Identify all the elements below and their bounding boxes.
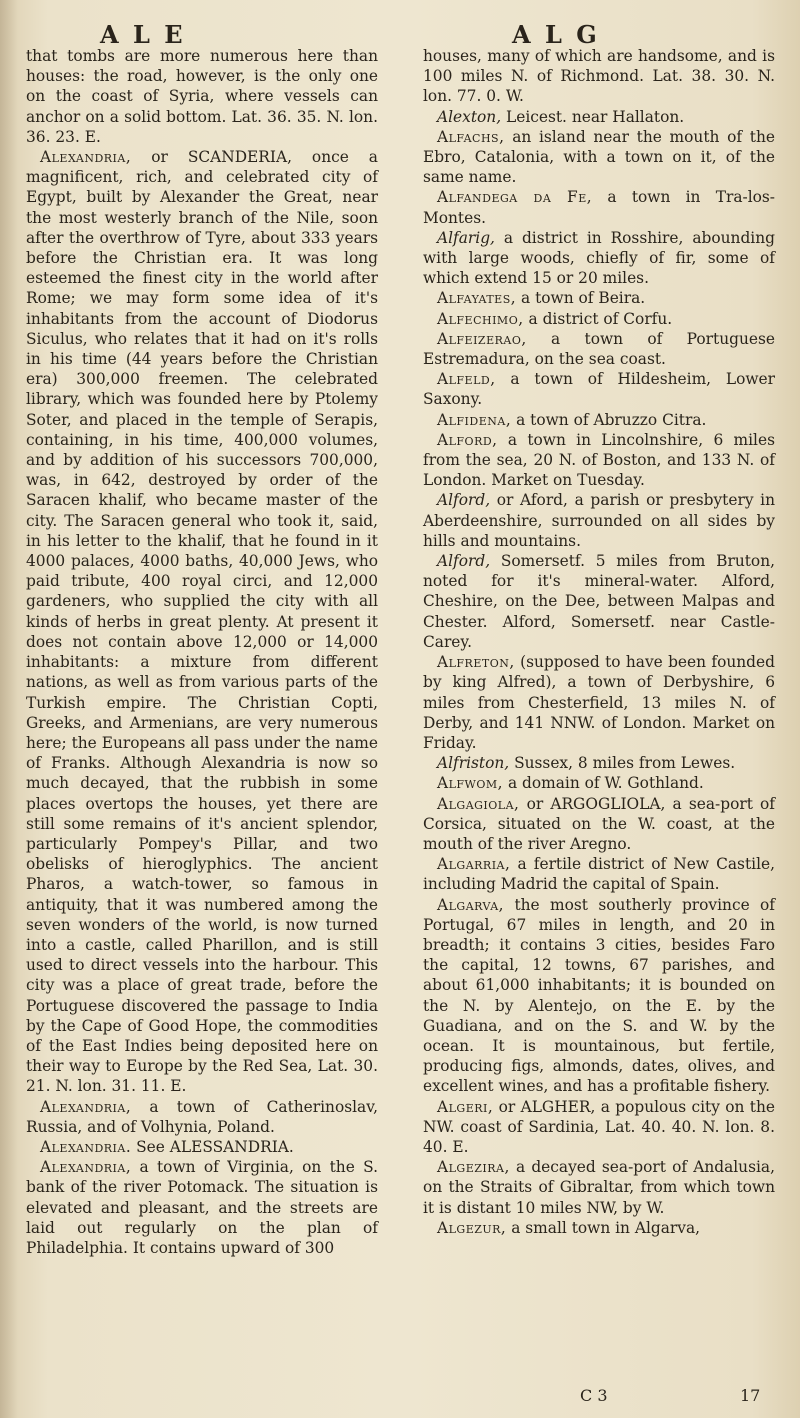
entry-headword: Alford, [437, 552, 491, 571]
right-column [423, 46, 775, 1238]
dictionary-entry [423, 430, 775, 491]
entry-text: a town of Catherinoslav, Russia, and of Volhynia, Poland. [26, 1097, 378, 1136]
entry-text: or ARGOGLIOLA, a sea-port of Corsica, situated on the W. coast, at the mouth of the river Aregno. [423, 794, 775, 853]
entry-text: a district of Corfu. [523, 309, 673, 328]
entry-text: houses, many of which are handsome, and is 100 miles N. of Richmond. Lat. 38. 30. N. lon. 77. 0. W. [423, 47, 775, 106]
dictionary-entry [423, 228, 775, 289]
entry-headword: Alfwom, [437, 774, 504, 793]
dictionary-entry [423, 1097, 775, 1158]
dictionary-entry [423, 895, 775, 1097]
dictionary-entry [423, 369, 775, 409]
entry-headword: Algeri, [437, 1097, 494, 1116]
entry-headword: Alexandria, [40, 148, 132, 167]
entry-text: a town of Portuguese Estremadura, on the sea coast. [423, 329, 775, 369]
entry-text: or ALGHER, a populous city on the NW. coast of Sardinia, Lat. 40. 40. N. lon. 8. 40. E. [423, 1097, 775, 1156]
entry-headword: Alfidena, [437, 410, 512, 429]
signature-mark: C 3 [580, 1386, 608, 1405]
header-right: A L G [512, 20, 600, 49]
entry-text: a town in Lincolnshire, 6 miles from the sea, 20 N. of Boston, and 133 N. of London. Market on Tuesday. [423, 430, 775, 490]
entry-text: or Aford, a parish or presbytery in Aberdeenshire, surrounded on all sides by hills and mountains. [423, 491, 775, 550]
dictionary-entry [423, 329, 775, 369]
page-gutter-shadow [0, 0, 18, 1418]
header-left: A L E [100, 20, 186, 49]
dictionary-entry [423, 490, 775, 551]
entry-headword: Algezur, [437, 1218, 507, 1237]
entry-headword: Alfriston, [437, 754, 510, 773]
entry-headword: Algarva, [437, 895, 505, 914]
dictionary-entry [423, 652, 775, 753]
dictionary-entry [423, 127, 775, 188]
page-number: 17 [740, 1386, 761, 1405]
dictionary-entry [26, 1097, 378, 1137]
entry-headword: Alexton, [437, 107, 502, 126]
entry-text: a town of Beira. [516, 289, 646, 308]
entry-text: a small town in Algarva, [506, 1218, 701, 1237]
dictionary-entry [423, 551, 775, 652]
dictionary-entry [423, 794, 775, 855]
dictionary-entry [423, 1218, 775, 1238]
dictionary-entry [423, 288, 775, 308]
dictionary-entry [423, 410, 775, 430]
entry-headword: Algezira, [437, 1158, 510, 1177]
entry-headword: Alfandega da Fe, [437, 188, 593, 207]
entry-text: or SCANDERIA, once a magnificent, rich, and celebrated city of Egypt, built by Alexander the Great, near the most westerly branch of the Nile, soon after the overthrow of Tyre, about 333 years before the Christian era. It was long esteemed the finest city in the world after Rome; we may form some idea of it's inhabitants from the account of Diodorus Siculus, who relates that it had on it's rolls in his time (44 years before the Christian era) 300,000 freemen. The celebrated library, which was founded here by Ptolemy Soter, and placed in the temple of Serapis, containing, in his time, 400,000 volumes, and by addition of his successors 700,000, was, in 642, destroyed by order of the Saracen khalif, who became master of the city. The Saracen general who took it, said, in his letter to the khalif, that he found in it 4000 palaces, 4000 baths, 40,000 Jews, who paid tribute, 400 royal circi, and 12,000 gardeners, who supplied the city with all kinds of herbs in great plenty. At present it does not contain above 12,000 or 14,000 inhabitants: a mixture from different nations, as well as from various parts of the Turkish empire. The Christian Copti, Greeks, and Armenians, are very numerous here; the Europeans all pass under the name of Franks. Although Alexandria is now so much decayed, that the rubbish in some places overtops the houses, yet there are still some remains of it's ancient splendor, particularly Pompey's Pillar, and two obelisks of hieroglyphics. The ancient Pharos, a watch-tower, so famous in antiquity, that it was numbered among the seven wonders of the world, is now turned into a castle, called Pharillon, and is still used to direct vessels into the harbour. This city was a place of great trade, before the Portuguese discovered the passage to India by the Cape of Good Hope, the commodities of the East Indies being deposited here on their way to Europe by the Red Sea, Lat. 30. 21. N. lon. 31. 11. E. [26, 148, 378, 1096]
page-footer [0, 1384, 800, 1410]
entry-headword: Alfachs, [437, 127, 505, 146]
entry-text: the most southerly province of Portugal, 67 miles in length, and 20 in breadth; it contains 3 cities, besides Faro the capital, 12 towns, 67 parishes, and about 61,000 inhabitants; it is bounded on the N. by Alentejo, on the E. by the Guadiana, and on the S. and W. by the ocean. It is mountainous, but fertile, producing figs, almonds, dates, olives, and excellent wines, and has a profitable fishery. [423, 895, 775, 1096]
dictionary-entry [423, 854, 775, 894]
dictionary-entry [423, 753, 775, 773]
entry-text: a town of Virginia, on the S. bank of the river Potomack. The situation is elevated and pleasant, and the streets are laid out regularly on the plan of Philadelphia. It contains upward of 300 [26, 1158, 378, 1257]
entry-headword: Alfechimo, [437, 309, 524, 328]
entry-text: a town in Tra-los-Montes. [423, 188, 775, 227]
entry-headword: Alexandria. [40, 1137, 132, 1156]
left-column [26, 46, 378, 1258]
entry-text: a decayed sea-port of Andalusia, on the Straits of Gibraltar, from which town it is distant 10 miles NW, by W. [423, 1158, 775, 1217]
entry-text: a town of Hildesheim, Lower Saxony. [423, 370, 775, 409]
entry-headword: Algagiola, [437, 794, 520, 813]
entry-headword: Alexandria, [40, 1158, 132, 1177]
entry-headword: Alford, [437, 430, 498, 449]
dictionary-entry [423, 309, 775, 329]
dictionary-entry [26, 147, 378, 1097]
entry-headword: Alfreton, [437, 653, 515, 672]
entry-headword: Alexandria, [40, 1097, 132, 1116]
entry-text: a fertile district of New Castile, including Madrid the capital of Spain. [423, 855, 775, 894]
entry-headword: Algarria, [437, 855, 511, 874]
entry-headword: Alfarig, [437, 228, 495, 247]
dictionary-entry [26, 1157, 378, 1258]
entry-headword: Alfeld, [437, 370, 496, 389]
entry-text: Somersetf. 5 miles from Bruton, noted for it's mineral-water. Alford, Cheshire, on the Dee, between Malpas and Chester. Alford, Somersetf. near Castle-Carey. [423, 552, 775, 651]
dictionary-entry [423, 1157, 775, 1218]
dictionary-entry [423, 187, 775, 227]
entry-text: an island near the mouth of the Ebro, Catalonia, with a town on it, of the same name. [423, 127, 775, 187]
entry-text: Sussex, 8 miles from Lewes. [509, 754, 736, 773]
entry-text: a domain of W. Gothland. [503, 774, 704, 793]
entry-text: that tombs are more numerous here than houses: the road, however, is the only one on the coast of Syria, where vessels can anchor on a solid bottom. Lat. 36. 35. N. lon. 36. 23. E. [26, 47, 378, 146]
continued-entry [423, 46, 775, 107]
entry-text: a town of Abruzzo Citra. [511, 410, 707, 429]
entry-text: Leicest. near Hallaton. [501, 107, 685, 126]
entry-headword: Alford, [437, 491, 491, 510]
entry-text: a district in Rosshire, abounding with large woods, chiefly of fir, some of which extend 15 or 20 miles. [423, 228, 775, 288]
entry-text: See ALESSANDRIA. [131, 1137, 294, 1156]
entry-text: (supposed to have been founded by king Alfred), a town of Derbyshire, 6 miles from Chesterfield, 13 miles N. of Derby, and 141 NNW. of London. Market on Friday. [423, 653, 775, 752]
entry-headword: Alfeizerao, [437, 329, 527, 348]
dictionary-entry [423, 107, 775, 127]
entry-headword: Alfayates, [437, 289, 517, 308]
dictionary-entry [26, 1137, 378, 1157]
dictionary-entry [423, 773, 775, 793]
continued-entry [26, 46, 378, 147]
